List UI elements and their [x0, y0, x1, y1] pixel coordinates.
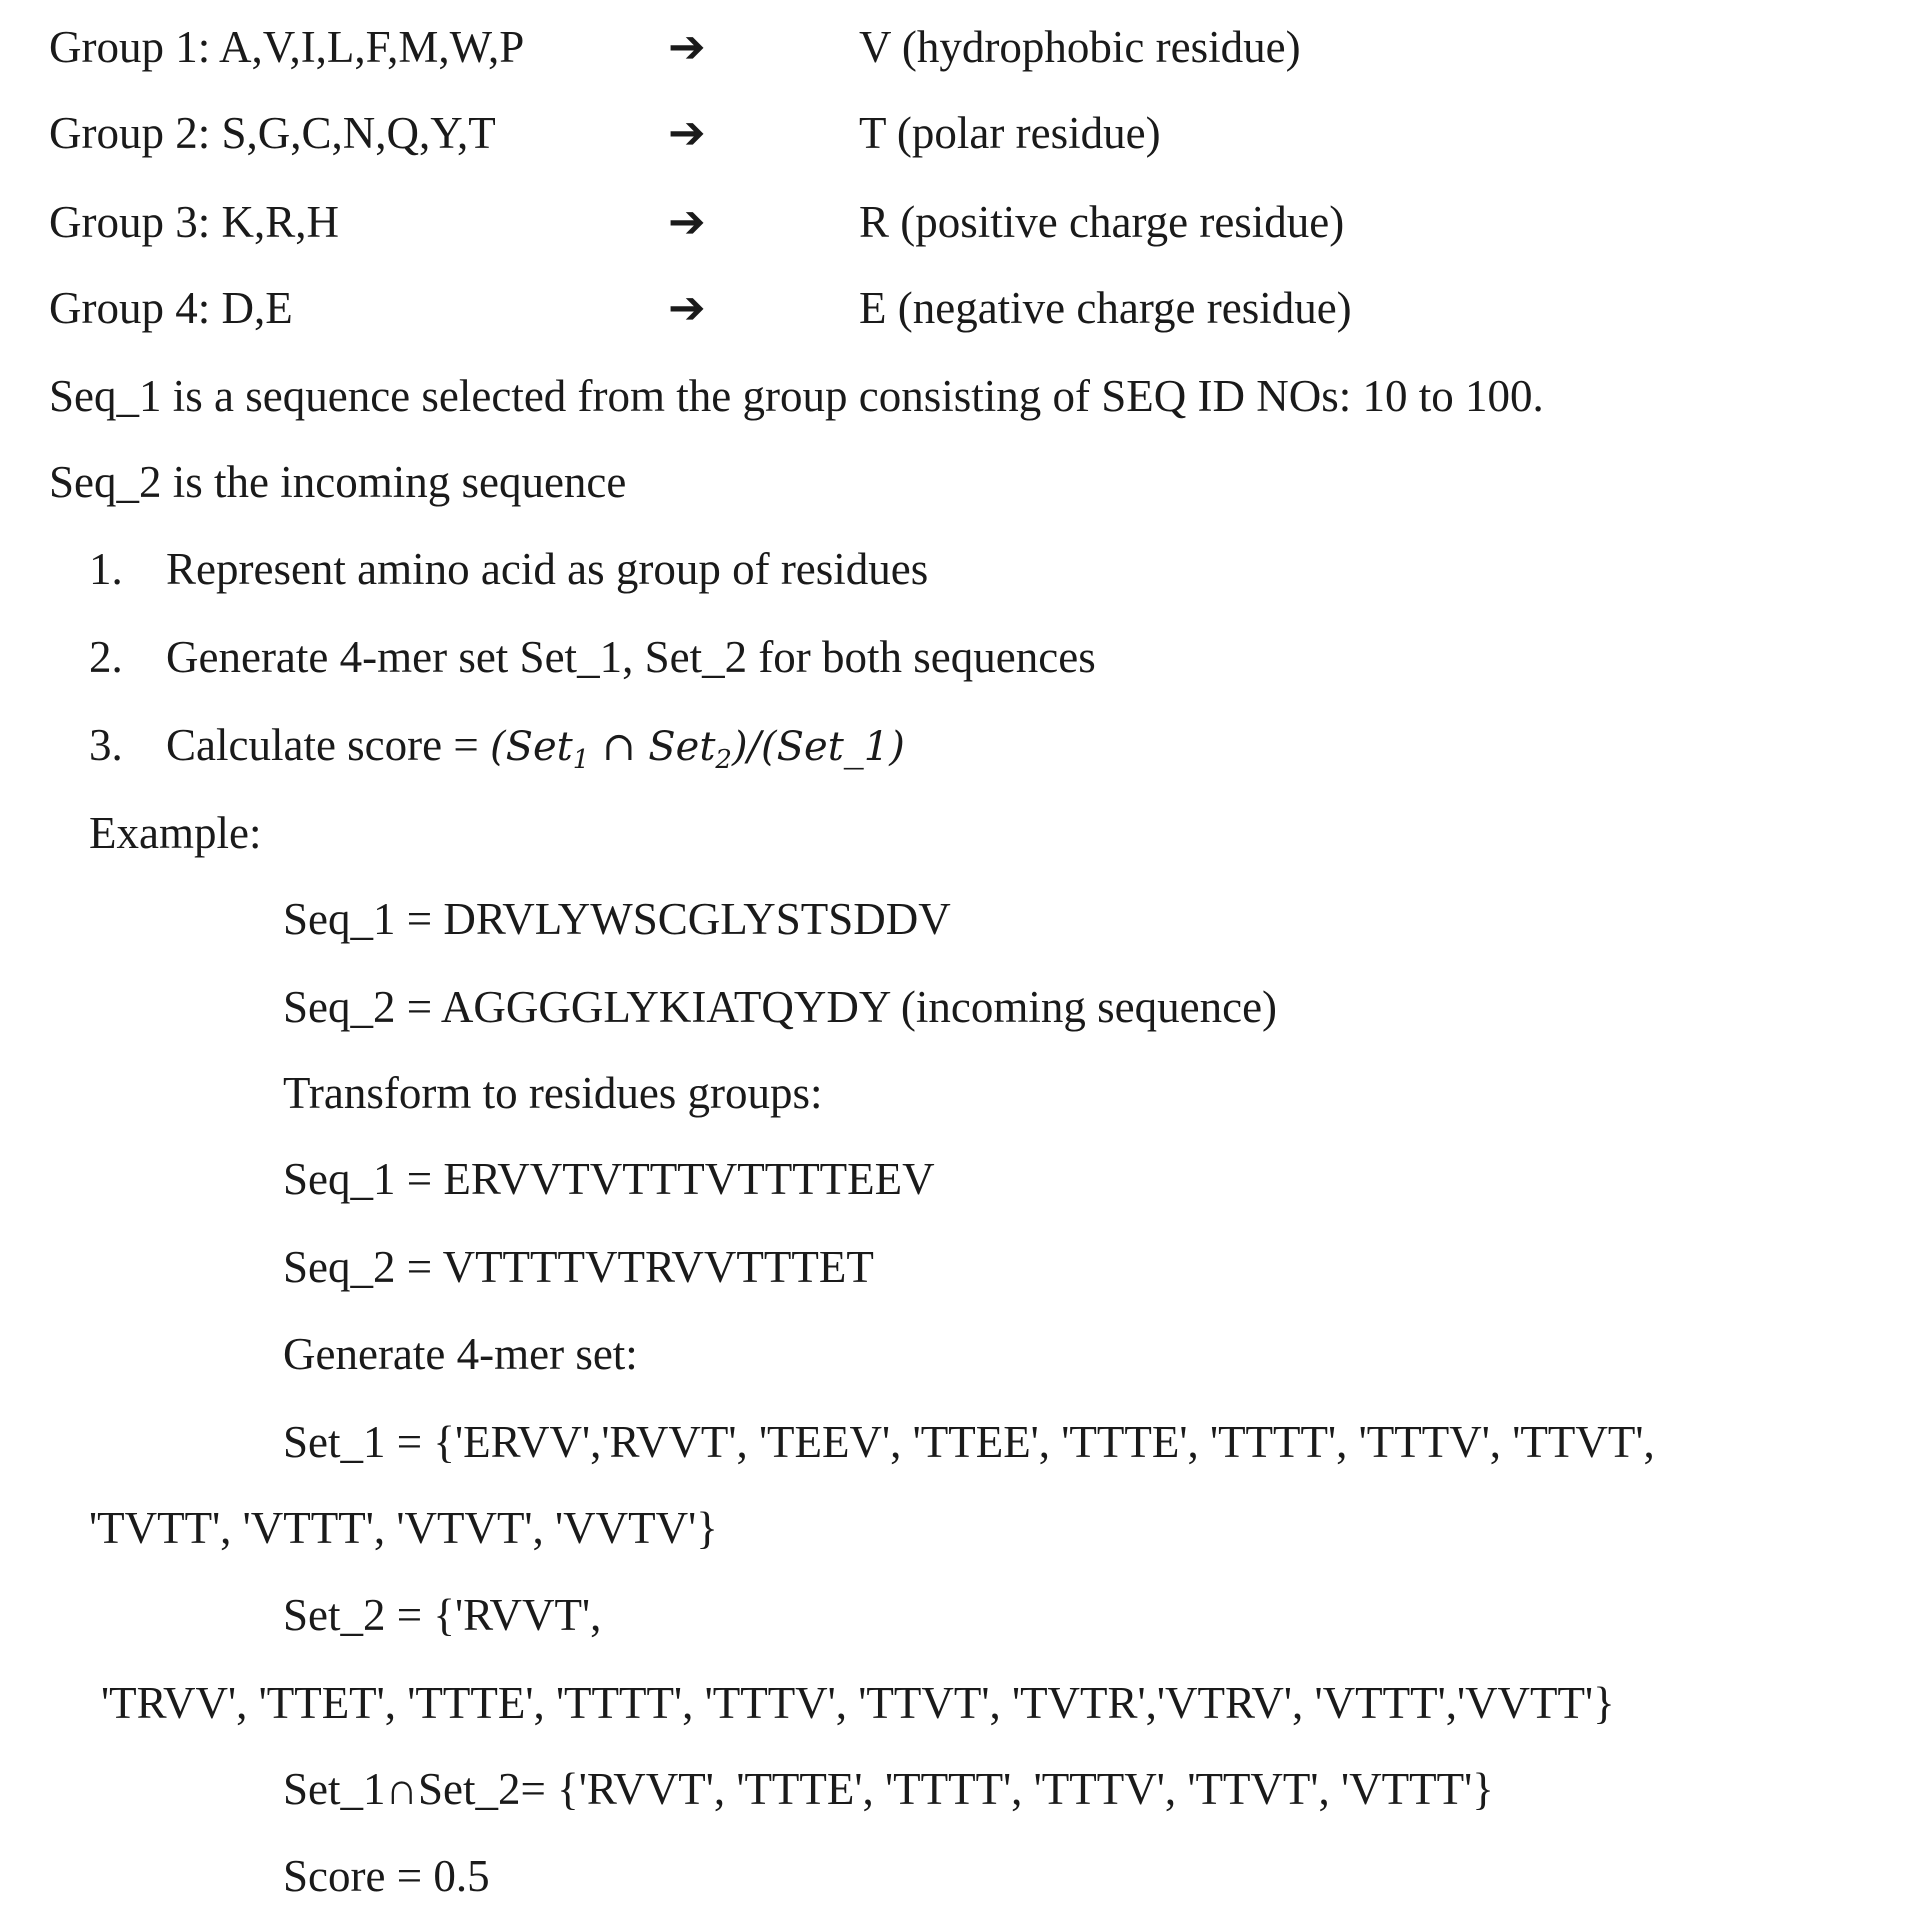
group-2-label: Group 2: S,G,C,N,Q,Y,T	[49, 108, 496, 158]
seq1-definition: Seq_1 is a sequence selected from the group consisting of SEQ ID NOs: 10 to 100.	[49, 371, 1544, 421]
group-3-result: R (positive charge residue)	[859, 197, 1345, 247]
generate-label: Generate 4-mer set:	[283, 1329, 638, 1379]
group-4-label: Group 4: D,E	[49, 283, 293, 333]
group-3-label: Group 3: K,R,H	[49, 197, 339, 247]
formula-part: ∩ Set	[589, 724, 716, 770]
step-3-label: Calculate score =	[166, 720, 490, 770]
set1-line-1: Set_1 = {'ERVV','RVVT', 'TEEV', 'TTEE', 'TTTE', 'TTTT', 'TTTV', 'TTVT',	[283, 1417, 1655, 1467]
transformed-seq1: Seq_1 = ERVVTVTTTVTTTTEEV	[283, 1154, 935, 1204]
group-1-result: V (hydrophobic residue)	[859, 22, 1301, 72]
example-seq1: Seq_1 = DRVLYWSCGLYSTSDDV	[283, 894, 951, 944]
arrow-icon: ➔	[668, 108, 706, 158]
intersection: Set_1∩Set_2= {'RVVT', 'TTTE', 'TTTT', 'TTTV', 'TTVT', 'VTTT'}	[283, 1764, 1494, 1814]
step-3-text	[166, 718, 905, 775]
formula-part: )/(Set_1)	[731, 724, 905, 770]
example-title: Example:	[89, 808, 262, 858]
formula-subscript: 1	[572, 745, 590, 775]
score: Score = 0.5	[283, 1851, 490, 1901]
transformed-seq2: Seq_2 = VTTTTVTRVVTTTET	[283, 1242, 874, 1292]
set2-line-1: Set_2 = {'RVVT',	[283, 1590, 602, 1640]
transform-label: Transform to residues groups:	[283, 1068, 823, 1118]
step-2-number: 2.	[89, 632, 123, 682]
formula-subscript: 2	[715, 745, 732, 775]
set1-line-2: 'TVTT', 'VTTT', 'VTVT', 'VVTV'}	[89, 1503, 718, 1553]
score-formula	[490, 724, 905, 775]
group-2-result: T (polar residue)	[859, 108, 1161, 158]
arrow-icon: ➔	[668, 197, 706, 247]
step-1-text: Represent amino acid as group of residues	[166, 544, 929, 594]
step-2-text: Generate 4-mer set Set_1, Set_2 for both sequences	[166, 632, 1096, 682]
step-3-number: 3.	[89, 720, 123, 770]
step-1-number: 1.	[89, 544, 123, 594]
arrow-icon: ➔	[668, 283, 706, 333]
example-seq2: Seq_2 = AGGGGLYKIATQYDY (incoming sequence)	[283, 982, 1278, 1032]
formula-part: (Set	[490, 724, 573, 770]
arrow-icon: ➔	[668, 22, 706, 72]
group-1-label: Group 1: A,V,I,L,F,M,W,P	[49, 22, 525, 72]
seq2-definition: Seq_2 is the incoming sequence	[49, 457, 627, 507]
set2-line-2: 'TRVV', 'TTET', 'TTTE', 'TTTT', 'TTTV', 'TTVT', 'TVTR','VTRV', 'VTTT','VVTT'}	[101, 1678, 1615, 1728]
group-4-result: E (negative charge residue)	[859, 283, 1352, 333]
